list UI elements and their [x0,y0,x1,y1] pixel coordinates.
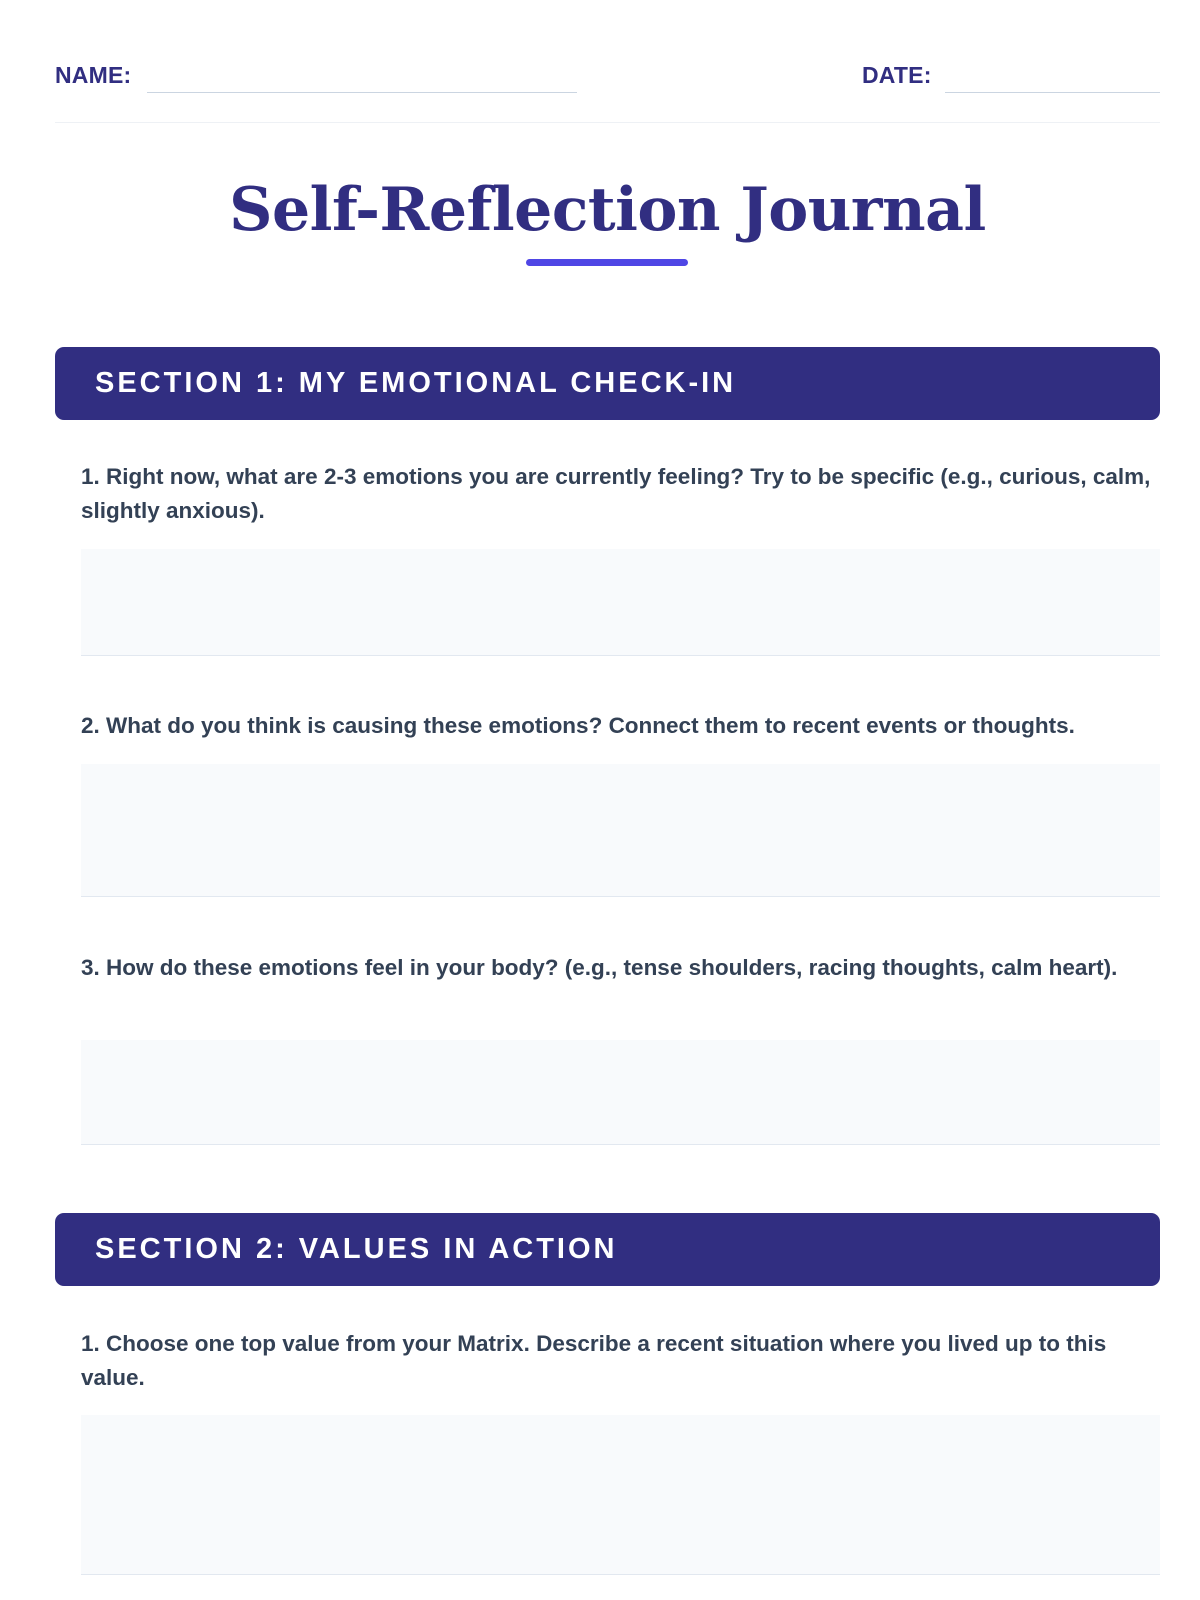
section-1-answer-2[interactable] [81,764,1160,897]
date-field[interactable] [945,92,1160,93]
section-1-heading: SECTION 1: MY EMOTIONAL CHECK-IN [95,367,737,399]
section-1-answer-1[interactable] [81,549,1160,656]
section-1-header [55,347,1160,420]
section-1-question-1: 1. Right now, what are 2-3 emotions you are currently feeling? Try to be specific (e.g., curious, calm, slightly anxious). [81,464,1151,523]
name-field[interactable] [147,92,577,93]
section-1-question-2: 2. What do you think is causing these emotions? Connect them to recent events or thoughts. [81,713,1075,738]
section-2-heading: SECTION 2: VALUES IN ACTION [95,1233,618,1265]
name-label: NAME: [55,62,132,88]
page-title: Self-Reflection Journal [229,175,986,245]
section-2-answer-1[interactable] [81,1415,1160,1575]
section-2-question-1: 1. Choose one top value from your Matrix. Describe a recent situation where you lived up to this value. [81,1331,1107,1390]
section-2-header [55,1213,1160,1286]
header-divider [55,122,1160,123]
section-1-answer-3[interactable] [81,1040,1160,1145]
section-1-question-3: 3. How do these emotions feel in your body? (e.g., tense shoulders, racing thoughts, calm heart). [81,955,1118,980]
name-date-row [55,58,1160,94]
date-label: DATE: [862,62,932,88]
title-underline [526,259,688,266]
